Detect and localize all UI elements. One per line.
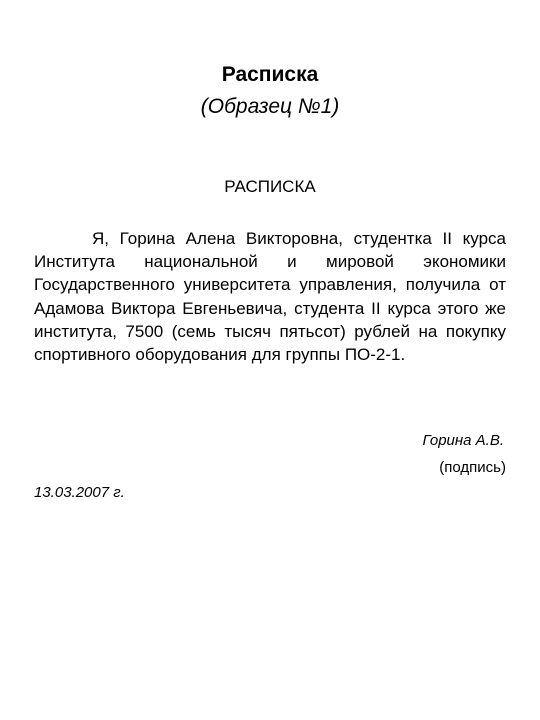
document-date: 13.03.2007 г. — [34, 484, 125, 501]
document-subtitle: (Образец №1) — [200, 95, 340, 118]
signature-name: Горина А.В. — [422, 432, 504, 449]
document-title: Расписка — [221, 63, 319, 86]
receipt-heading: РАСПИСКА — [224, 177, 316, 196]
receipt-body: Я, Горина Алена Викторовна, студентка II курса Института национальной и мировой экономики Государственного университета управления, получила от Адамова Виктора Евгеньевича, студента II курса этого же института, 7500 (семь тысяч пятьсот) рублей на покупку спортивного оборудования для группы ПО-2-1. — [34, 229, 506, 365]
signature-caption: (подпись) — [439, 459, 506, 476]
